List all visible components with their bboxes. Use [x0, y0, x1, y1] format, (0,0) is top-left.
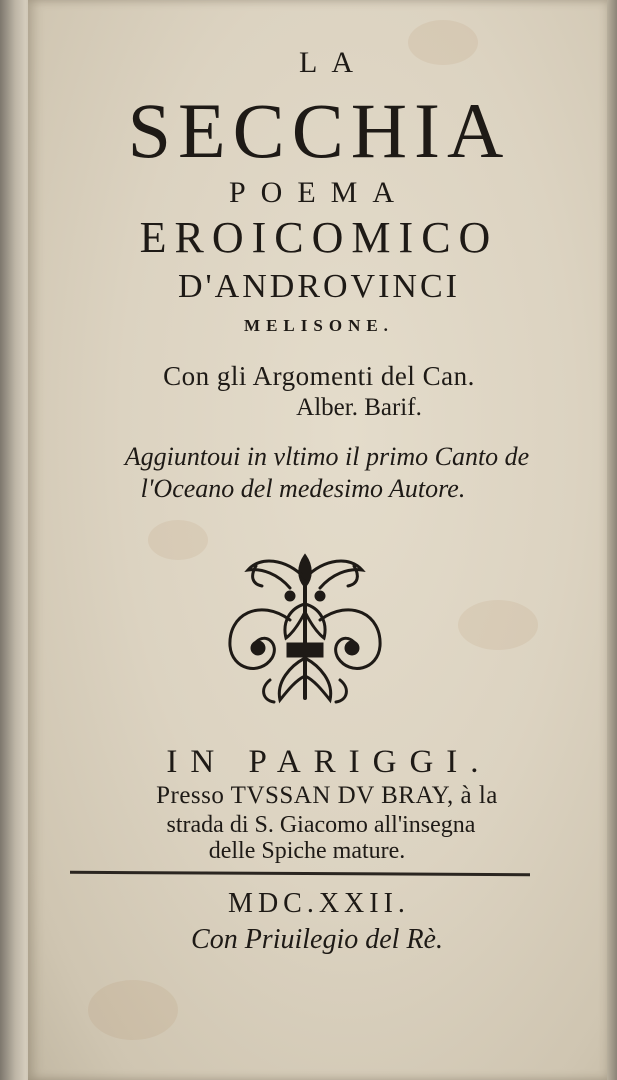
imprint-sign: delle Spiche mature. — [208, 838, 406, 864]
addition-line-2: l'Oceano del medesimo Autore. — [140, 474, 466, 503]
argomenti-line-2: Alber. Barif. — [296, 394, 422, 421]
subtitle-poema: POEMA — [228, 176, 409, 209]
foxing-stain — [88, 980, 178, 1040]
privilege-line: Con Priuilegio del Rè. — [191, 924, 443, 955]
imprint-city: IN PARIGGI. — [166, 744, 492, 780]
argomenti-line-1: Con gli Argomenti del Can. — [163, 361, 475, 391]
imprint-printer: Presso TVSSAN DV BRAY, à la — [156, 782, 498, 809]
imprint-address: strada di S. Giacomo all'insegna — [166, 812, 476, 838]
imprint-year: MDC.XXII. — [228, 888, 410, 919]
author-surname: MELISONE. — [244, 316, 394, 335]
title-page — [28, 0, 610, 1080]
subtitle-eroicomico: EROICOMICO — [139, 213, 499, 262]
foxing-stain — [148, 520, 208, 560]
title-article: LA — [299, 46, 367, 79]
foxing-stain — [458, 600, 538, 650]
page-fore-edge — [607, 0, 617, 1080]
author-name: D'ANDROVINCI — [177, 268, 460, 305]
fleur-de-lis-printers-ornament-icon — [220, 548, 390, 710]
main-title: SECCHIA — [127, 87, 511, 174]
addition-line-1: Aggiuntoui in vltimo il primo Canto de — [124, 442, 530, 471]
horizontal-rule — [70, 871, 530, 876]
